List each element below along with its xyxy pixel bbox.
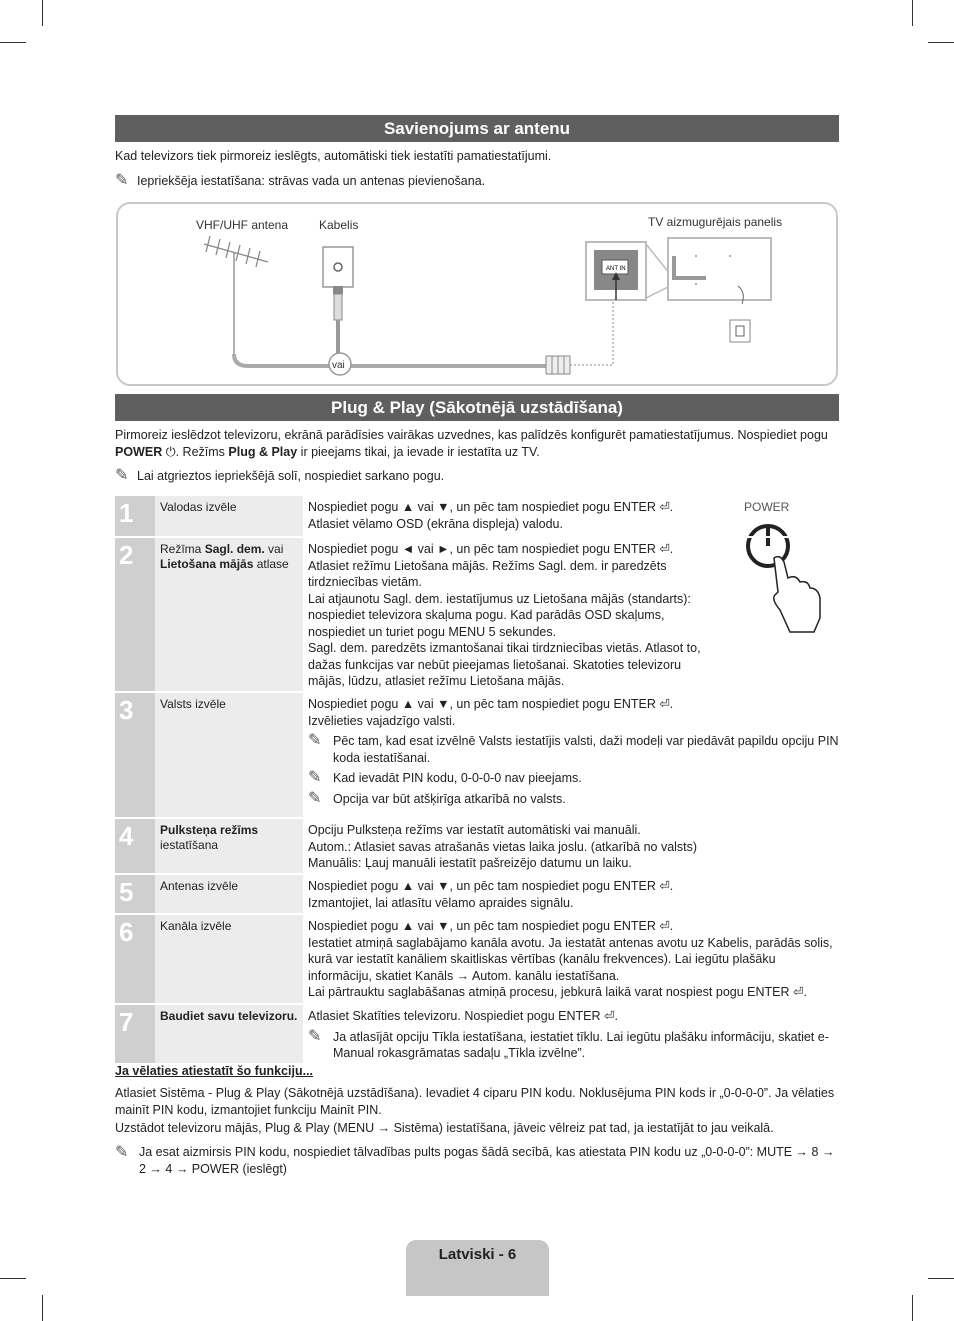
- step-number: 1: [115, 496, 155, 536]
- wall-outlet-icon: [323, 247, 353, 354]
- intro-power: POWER: [115, 445, 163, 459]
- step-number: 6: [115, 915, 155, 1003]
- step-description: [303, 693, 839, 817]
- step-title: Baudiet savu televizoru.: [155, 1005, 303, 1063]
- pencil-note-icon: ✎: [115, 467, 129, 484]
- cable-label: Kabelis: [319, 218, 359, 232]
- or-label: vai: [332, 360, 345, 371]
- reset-paragraph: Uzstādot televizoru mājās, Plug & Play (MENU → Sistēma) iestatīšana, jāveic vēlreiz pat tad, ja iestatījāt to jau veikalā.: [115, 1121, 774, 1135]
- title-part: Sagl. dem.: [204, 542, 265, 556]
- antenna-connection-diagram: [116, 202, 838, 386]
- crop-mark: [928, 42, 954, 43]
- power-label: POWER: [744, 500, 790, 514]
- note-text: Lai atgrieztos iepriekšējā solī, nospiediet sarkano pogu.: [137, 469, 445, 483]
- crop-mark: [912, 0, 913, 26]
- step-line: Atlasiet Skatīties televizoru. Nospiediet pogu ENTER ⏎.: [308, 1009, 618, 1023]
- step-number: 5: [115, 875, 155, 913]
- step-row: [115, 536, 839, 691]
- step-description: [303, 538, 839, 691]
- step-note: [308, 791, 839, 808]
- title-part: vai: [264, 542, 284, 556]
- title-part: Pulksteņa režīms: [160, 823, 259, 837]
- step-line: Nospiediet pogu ◄ vai ►, un pēc tam nospiediet pogu ENTER ⏎.: [308, 542, 674, 556]
- step-row: [115, 1003, 839, 1063]
- step-description: [303, 496, 839, 536]
- page-number: Latviski - 6: [406, 1240, 549, 1296]
- reset-paragraph: Atlasiet Sistēma - Plug & Play (Sākotnējā uzstādīšana). Ievadiet 4 ciparu PIN kodu. Noklusējuma PIN kods ir „0-0-0-0”. Ja vēlaties mainīt PIN kodu, izmantojiet funkciju Mainīt PIN.: [115, 1086, 835, 1117]
- step-line: Izmantojiet, lai atlasītu vēlamo apraides signālu.: [308, 895, 574, 910]
- step-row: [115, 691, 839, 817]
- step-title: Valsts izvēle: [155, 693, 303, 817]
- step-description: [303, 915, 839, 1003]
- reset-note: [115, 1144, 835, 1178]
- note-text: Ja esat aizmirsis PIN kodu, nospiediet tālvadības pults pogas šādā secībā, kas atiestata PIN kodu uz „0-0-0-0”: MUTE → 8 → 2 → 4 → POWER (ieslēgt): [139, 1145, 835, 1176]
- intro-text: ir pieejams tikai, ja ievade ir iestatīta uz TV.: [297, 445, 540, 459]
- crop-mark: [0, 1278, 26, 1279]
- step-note: [308, 1029, 839, 1062]
- step-line: Lai atjaunotu Sagl. dem. iestatījumus uz Lietošana mājās (standarts): nospiediet televizora skaļuma pogu. Kad parādās OSD skaļums, nospiediet un turiet pogu MENU 5 sekundes.: [308, 591, 691, 639]
- step-number: 2: [115, 538, 155, 691]
- step-line: Atlasiet vēlamo OSD (ekrāna displeja) valodu.: [308, 516, 563, 531]
- step-title: Antenas izvēle: [155, 875, 303, 913]
- step-line: Nospiediet pogu ▲ vai ▼, un pēc tam nospiediet pogu ENTER ⏎.: [308, 919, 674, 933]
- step-note: [308, 733, 839, 766]
- pencil-note-icon: ✎: [115, 1144, 129, 1161]
- power-small-icon: ⏻: [165, 445, 176, 459]
- step-line: Nospiediet pogu ▲ vai ▼, un pēc tam nospiediet pogu ENTER ⏎.: [308, 879, 674, 893]
- tv-back-panel-icon: [668, 238, 771, 342]
- step-line: Sagl. dem. paredzēts izmantošanai tikai tirdzniecības vietās. Atlasot to, dažas funkcijas var nebūt pieejamas lietošanai. Skatoties televizoru mājās, lūdzu, atlasiet režīmu Lietošana mājās.: [308, 641, 701, 688]
- step-title: [155, 819, 303, 873]
- note-text: Kad ievadāt PIN kodu, 0-0-0-0 nav pieejams.: [333, 771, 582, 785]
- section-title-antenna: Savienojums ar antenu: [115, 115, 839, 142]
- step-description: [303, 875, 839, 913]
- crop-mark: [912, 1295, 913, 1321]
- pencil-note-icon: ✎: [308, 732, 322, 749]
- step-line: Manuālis: Ļauj manuāli iestatīt pašreizējo datumu un laiku.: [308, 856, 632, 870]
- title-part: Lietošana mājās: [160, 557, 254, 571]
- note-text: Iepriekšēja iestatīšana: strāvas vada un antenas pievienošana.: [137, 174, 486, 188]
- section1-intro: Kad televizors tiek pirmoreiz ieslēgts, automātiski tiek iestatīti pamatiestatījumi.: [115, 149, 552, 163]
- antenna-icon: [204, 236, 268, 354]
- step-row: [115, 873, 839, 913]
- step-title: Valodas izvēle: [155, 496, 303, 536]
- antenna-label: VHF/UHF antena: [196, 218, 289, 232]
- step-note: [308, 770, 839, 787]
- intro-plug-play: Plug & Play: [228, 445, 298, 459]
- crop-mark: [42, 0, 43, 26]
- crop-mark: [42, 1295, 43, 1321]
- step-row: [115, 817, 839, 873]
- pencil-note-icon: ✎: [308, 789, 322, 807]
- step-description: [303, 1005, 839, 1063]
- section2-note: [115, 467, 835, 485]
- step-title: Kanāla izvēle: [155, 915, 303, 1003]
- section2-intro: [115, 427, 835, 461]
- step-row: [115, 494, 839, 536]
- note-text: Pēc tam, kad esat izvēlnē Valsts iestatījis valsti, daži modeļi var piedāvāt papildu opciju PIN koda iestatīšanai.: [333, 734, 839, 765]
- step-number: 3: [115, 693, 155, 817]
- step-line: Autom.: Atlasiet savas atrašanās vietas laika joslu. (atkarībā no valsts): [308, 839, 698, 854]
- step-line: Iestatiet atmiņā saglabājamo kanāla avotu. Ja iestatāt antenas avotu uz Kabelis, parādās solis, kurā var iestatīt kanāliem skaitliskas vērtības (kanālu frekvences). Lai iegūtu plašāku informāciju, skatiet Kanāls → Autom. kanālu iestatīšana.: [308, 935, 833, 983]
- intro-text: Pirmoreiz ieslēdzot televizoru, ekrānā parādīsies vairākas uzvednes, kas palīdzēs konfigurēt pamatiestatījumus. Nospiediet pogu: [115, 428, 828, 442]
- step-number: 4: [115, 819, 155, 873]
- intro-text: . Režīms: [175, 445, 229, 459]
- crop-mark: [928, 1278, 954, 1279]
- pencil-note-icon: ✎: [308, 1027, 322, 1045]
- step-line: Izvēlieties vajadzīgo valsti.: [308, 713, 456, 728]
- ant-in-jack-icon: [586, 242, 646, 300]
- title-part: Režīma: [160, 542, 205, 556]
- pencil-note-icon: ✎: [115, 172, 129, 189]
- pencil-note-icon: ✎: [308, 769, 322, 786]
- step-row: [115, 913, 839, 1003]
- crop-mark: [0, 42, 26, 43]
- step-line: Nospiediet pogu ▲ vai ▼, un pēc tam nospiediet pogu ENTER ⏎.: [308, 697, 674, 711]
- step-line: Opciju Pulksteņa režīms var iestatīt automātiski vai manuāli.: [308, 823, 641, 837]
- title-part: iestatīšana: [160, 838, 219, 852]
- section-title-plug-and-play: Plug & Play (Sākotnējā uzstādīšana): [115, 394, 839, 421]
- title-part: atlase: [253, 557, 289, 571]
- coax-connector-icon: [546, 356, 570, 374]
- note-text: Ja atlasījāt opciju Tīkla iestatīšana, iestatiet tīklu. Lai iegūtu plašāku informāciju, skatiet e-Manual rokasgrāmatas sadaļu „Tīkla izvēlne”.: [333, 1029, 829, 1060]
- step-line: Lai pārtrauktu saglabāšanas atmiņā procesu, jebkurā laikā varat nospiest pogu ENTER ⏎.: [308, 985, 807, 999]
- step-number: 7: [115, 1005, 155, 1063]
- steps-table: [115, 494, 839, 1063]
- section1-note: [115, 172, 835, 190]
- reset-heading: Ja vēlaties atiestatīt šo funkciju...: [115, 1064, 313, 1078]
- step-title: [155, 538, 303, 691]
- step-description: [303, 819, 839, 873]
- note-text: Opcija var būt atšķirīga atkarībā no valsts.: [333, 791, 566, 806]
- step-line: Atlasiet režīmu Lietošana mājās. Režīms Sagl. dem. ir paredzēts tirdzniecības vietām.: [308, 558, 667, 589]
- panel-label: TV aizmugurējais panelis: [648, 215, 783, 229]
- jack-label: ANT IN: [606, 266, 626, 272]
- step-line: Nospiediet pogu ▲ vai ▼, un pēc tam nospiediet pogu ENTER ⏎.: [308, 500, 674, 514]
